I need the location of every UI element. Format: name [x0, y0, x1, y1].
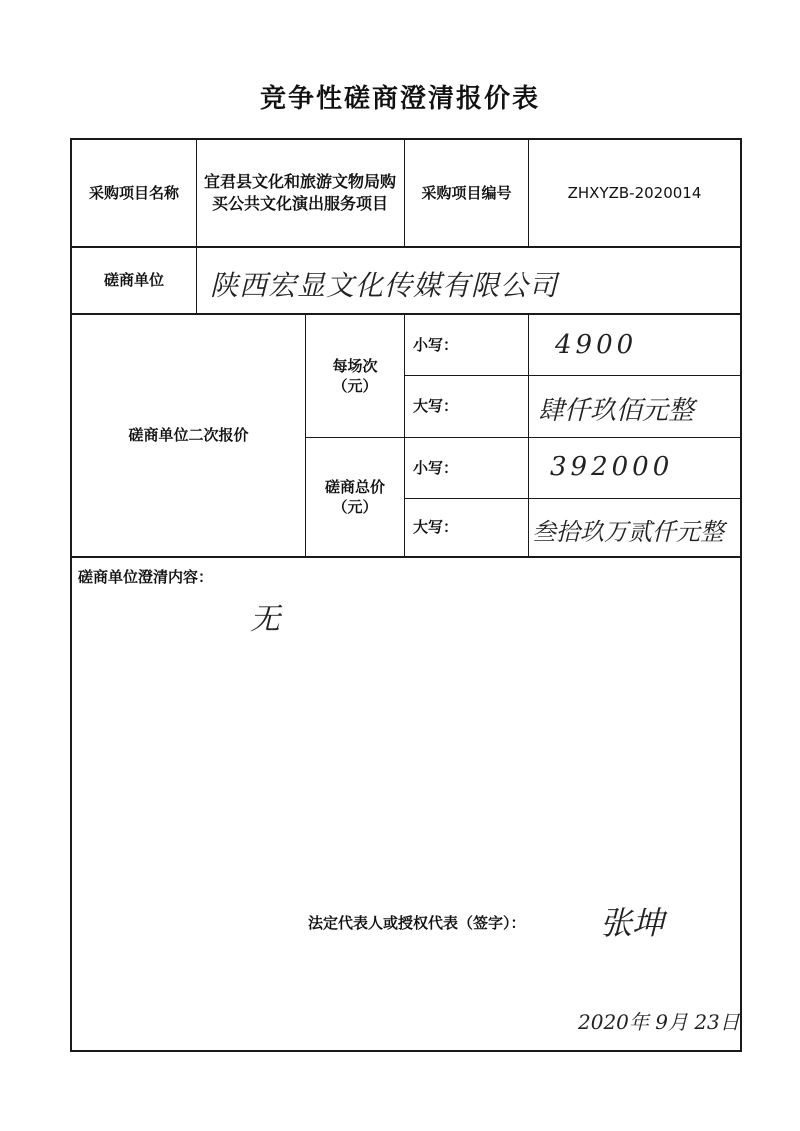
- project-name-value: 宜君县文化和旅游文物局购买公共文化演出服务项目: [203, 172, 396, 213]
- date-value: 2020年 9月 23日: [578, 1010, 740, 1034]
- total-upper-value: 叁拾玖万贰仟元整: [532, 518, 724, 546]
- per-show-lower-value: 4900: [555, 330, 638, 360]
- per-show-label: 每场次 （元）: [332, 356, 378, 395]
- per-show-upper-value: 肆仟玖佰元整: [538, 396, 695, 426]
- total-lower-value: 392000: [550, 452, 674, 482]
- total-lower-label: 小写：: [413, 458, 459, 477]
- signature-value: 张坤: [600, 904, 665, 942]
- supplier-value: 陕西宏显文化传媒有限公司: [210, 269, 559, 302]
- clarify-label: 磋商单位澄清内容：: [78, 568, 214, 586]
- total-upper-label: 大写：: [413, 518, 459, 537]
- project-code-label: 采购项目编号: [421, 183, 512, 202]
- second-quote-label: 磋商单位二次报价: [128, 426, 249, 445]
- signature-label: 法定代表人或授权代表（签字）：: [308, 914, 526, 932]
- project-name-label: 采购项目名称: [88, 183, 179, 202]
- project-code-value: ZHXYZB-2020014: [567, 183, 702, 202]
- document-title: 竞争性磋商澄清报价表: [259, 84, 540, 114]
- per-show-upper-label: 大写：: [413, 397, 459, 416]
- per-show-lower-label: 小写：: [413, 335, 459, 354]
- clarify-value: 无: [250, 602, 280, 637]
- total-label: 磋商总价 （元）: [324, 477, 385, 516]
- supplier-label: 磋商单位: [103, 271, 164, 290]
